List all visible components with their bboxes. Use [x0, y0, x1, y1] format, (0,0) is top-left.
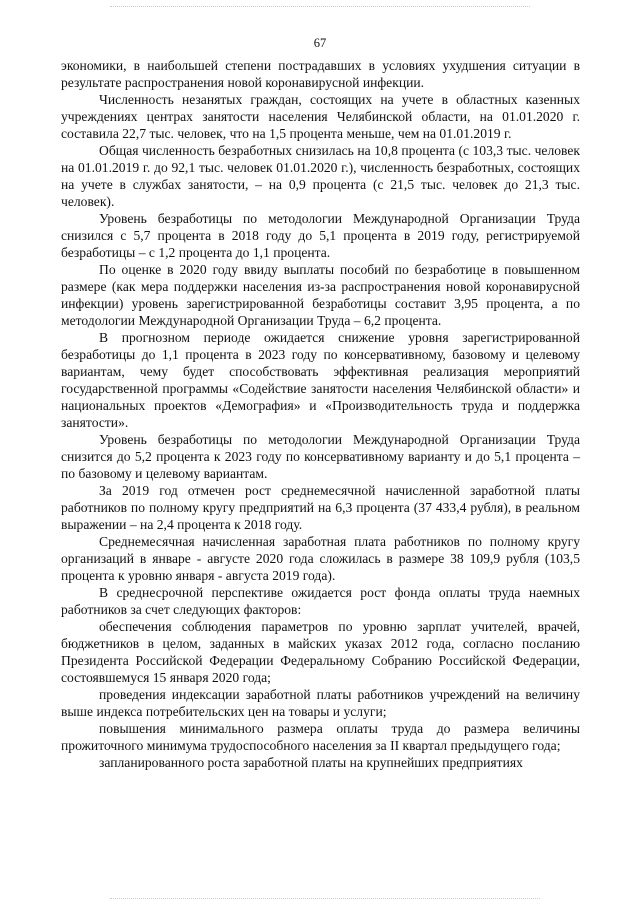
- paragraph-wage-2020: Среднемесячная начисленная заработная плата работников по полному кругу организаций в январе - августе 2020 года сложилась в размере 38 109,9 рубля (103,5 процента к уровню января - августа 2019 года).: [61, 534, 580, 583]
- paragraph-forecast-registered: В прогнозном периоде ожидается снижение уровня зарегистрированной безработицы до 1,1 процента в 2023 году по консервативному, базовому и целевому вариантам, чему будет способствовать эффективная реализация мероприятий государственной программы «Содействие занятости населения Челябинской области» и национальных проектов «Демография» и «Производительность труда и поддержка занятости».: [61, 330, 580, 430]
- paragraph-forecast-ilo: Уровень безработицы по методологии Международной Организации Труда снизится до 5,2 процента к 2023 году по консервативному варианту и до 5,1 процента – по базовому и целевому вариантам.: [61, 432, 580, 481]
- list-item-indexation: проведения индексации заработной платы работников учреждений на величину выше индекса потребительских цен на товары и услуги;: [61, 687, 580, 719]
- paragraph-total-unemployed: Общая численность безработных снизилась на 10,8 процента (с 103,3 тыс. человек на 01.01.2019 г. до 92,1 тыс. человек 01.01.2020 г.), численность безработных, состоящих на учете в службах занятости, – на 0,9 процента (с 21,5 тыс. человек до 21,3 тыс. человек).: [61, 143, 580, 209]
- document-body: [61, 57, 580, 771]
- scan-bottom-edge: [110, 898, 540, 899]
- paragraph-wage-growth-2019: За 2019 год отмечен рост среднемесячной начисленной заработной платы работников по полному кругу предприятий на 6,3 процента (37 433,4 рубля), в реальном выражении – на 2,4 процента к 2018 году.: [61, 483, 580, 532]
- list-item-minimum-wage: повышения минимального размера оплаты труда до размера величины прожиточного минимума трудоспособного населения за II квартал предыдущего года;: [61, 721, 580, 753]
- page-number: 67: [313, 36, 327, 50]
- list-item-large-enterprises: запланированного роста заработной платы на крупнейших предприятиях: [99, 755, 523, 770]
- paragraph-unemployed-registered: Численность незанятых граждан, состоящих на учете в областных казенных учреждениях центрах занятости населения Челябинской области, на 01.01.2020 г. составила 22,7 тыс. человек, что на 1,5 процента меньше, чем на 01.01.2019 г.: [61, 92, 580, 141]
- scan-top-edge: [110, 6, 530, 7]
- list-item-salary-parameters: обеспечения соблюдения параметров по уровню зарплат учителей, врачей, бюджетников в целом, заданных в майских указах 2012 года, согласно посланию Президента Российской Федерации Федеральному Собранию Российской Федерации, состоявшемуся 15 января 2020 года;: [61, 619, 580, 685]
- paragraph-wage-fund-factors: В среднесрочной перспективе ожидается рост фонда оплаты труда наемных работников за счет следующих факторов:: [61, 585, 580, 617]
- paragraph-ilo-unemployment-rate: Уровень безработицы по методологии Международной Организации Труда снизился с 5,7 процента в 2018 году до 5,1 процента в 2019 году, регистрируемой безработицы – с 1,2 процента до 1,1 процента.: [61, 211, 580, 260]
- paragraph-2020-estimate: По оценке в 2020 году ввиду выплаты пособий по безработице в повышенном размере (как мера поддержки населения из-за распространения новой коронавирусной инфекции) уровень зарегистрированной безработицы составит 3,95 процента, а по методологии Международной Организации Труда – 6,2 процента.: [61, 262, 580, 328]
- paragraph-economy-continuation: экономики, в наибольшей степени пострадавших в условиях ухудшения ситуации в результате распространения новой коронавирусной инфекции.: [61, 58, 580, 90]
